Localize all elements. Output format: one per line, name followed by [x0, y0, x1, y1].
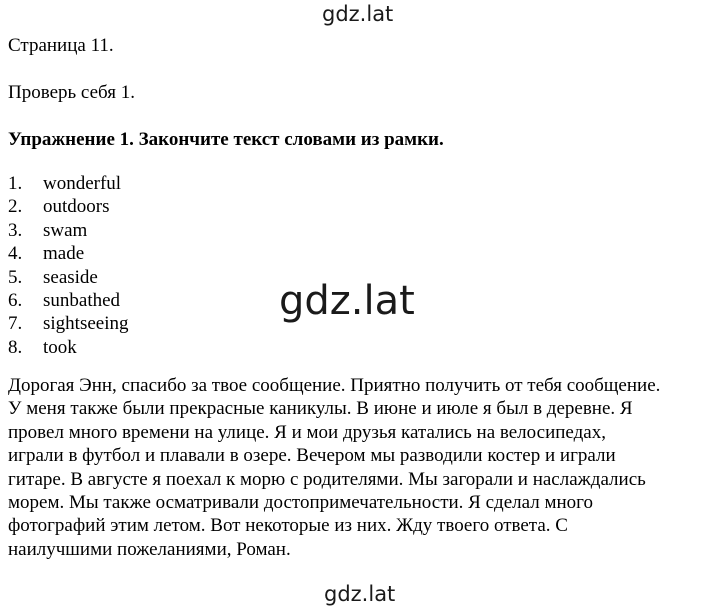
answer-number: 8. [8, 336, 23, 358]
check-label: Проверь себя 1. [8, 82, 135, 103]
answer-word: took [43, 336, 77, 358]
answer-word: seaside [43, 266, 98, 288]
list-item [8, 172, 129, 195]
watermark-middle: gdz.lat [279, 278, 415, 324]
translation-line: играли в футбол и плавали в озере. Вечером мы разводили костер и играли [8, 445, 616, 467]
exercise-title: Упражнение 1. Закончите текст словами из рамки. [8, 129, 444, 150]
translation-line: наилучшими пожеланиями, Роман. [8, 538, 291, 560]
answer-number: 6. [8, 290, 23, 312]
list-item [8, 336, 129, 359]
list-item [8, 289, 129, 312]
page-label: Страница 11. [8, 35, 114, 56]
translation-line: У меня также были прекрасные каникулы. В июне и июле я был в деревне. Я [8, 398, 633, 420]
answer-word: sightseeing [43, 313, 129, 335]
translation-line: фотографий этим летом. Вот некоторые из них. Жду твоего ответа. С [8, 515, 568, 537]
watermark-top: gdz.lat [322, 2, 394, 26]
list-item [8, 312, 129, 335]
answer-number: 2. [8, 196, 23, 218]
answer-word: sunbathed [43, 290, 121, 312]
answer-list [8, 172, 129, 359]
list-item [8, 219, 129, 242]
answer-number: 7. [8, 313, 23, 335]
answer-number: 1. [8, 173, 23, 194]
translation-paragraph [8, 374, 718, 561]
answer-word: made [43, 243, 85, 265]
answer-word: swam [43, 219, 88, 241]
translation-line: гитаре. В августе я поехал к морю с родителями. Мы загорали и наслаждались [8, 468, 646, 490]
answer-number: 5. [8, 266, 23, 288]
list-item [8, 266, 129, 289]
answer-word: wonderful [43, 173, 122, 194]
answer-word: outdoors [43, 196, 110, 218]
watermark-bottom: gdz.lat [324, 582, 396, 606]
list-item [8, 242, 129, 265]
answer-number: 3. [8, 219, 23, 241]
translation-line: провел много времени на улице. Я и мои друзья катались на велосипедах, [8, 421, 606, 443]
translation-line: Дорогая Энн, спасибо за твое сообщение. Приятно получить от тебя сообщение. [8, 375, 661, 396]
translation-line: морем. Мы также осматривали достопримечательности. Я сделал много [8, 492, 593, 514]
answer-number: 4. [8, 243, 23, 265]
list-item [8, 195, 129, 218]
